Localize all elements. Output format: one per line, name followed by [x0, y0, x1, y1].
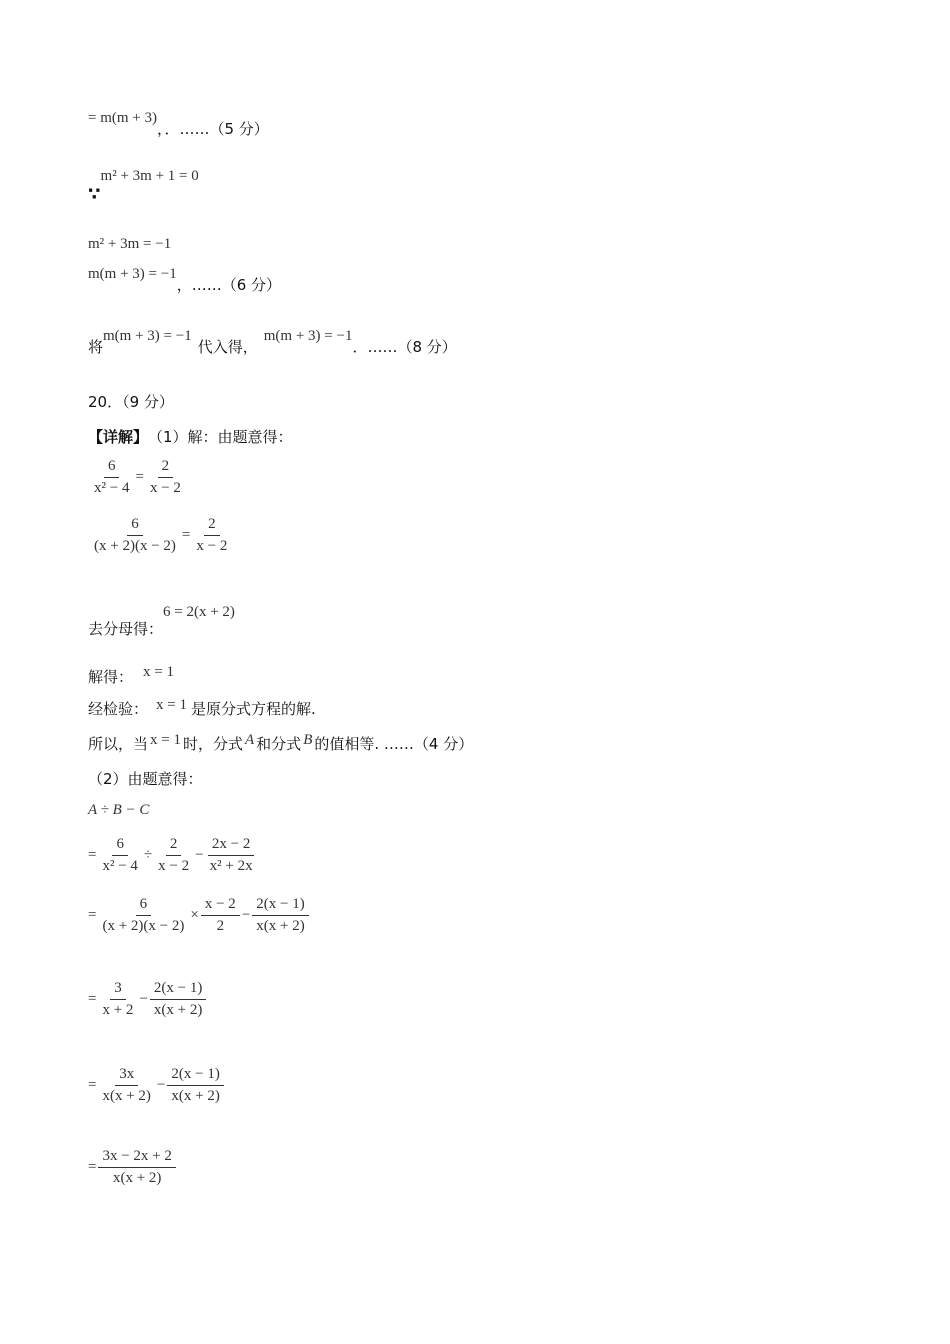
- step-5: [88, 1148, 178, 1187]
- conclusion-line: 所以，当 x = 1 时，分式 A 和分式 B 的值相等. ……（4 分）: [88, 732, 474, 753]
- math-expr: m(m + 3) = −1: [263, 328, 353, 344]
- equals-sign: =: [88, 1077, 97, 1093]
- math-expr: x = 1: [150, 732, 181, 748]
- line-m-m3-eq: [88, 266, 282, 295]
- operator: −: [195, 847, 204, 863]
- math-expr: = m(m + 3): [88, 110, 157, 126]
- math-expr: m(m + 3) = −1: [103, 328, 192, 344]
- fraction: $\frac{3x - 2x + 2}{x(x + 2)}$: [98, 1148, 175, 1187]
- operator: ÷: [143, 847, 153, 863]
- fraction: $\frac{3x}{x(x + 2)}$: [102, 1066, 151, 1104]
- math-expr: m(m + 3) = −1: [88, 266, 177, 282]
- step-3: [88, 980, 208, 1019]
- equals-sign: =: [88, 1159, 97, 1175]
- equals-sign: =: [88, 991, 97, 1007]
- score-text: ，．……（5 分）: [157, 120, 269, 138]
- step-1: [88, 836, 259, 875]
- solve-line: 解得： x = 1: [88, 664, 174, 686]
- equals-sign: =: [181, 527, 191, 543]
- equation-2: [88, 516, 233, 555]
- step-4: [88, 1066, 226, 1105]
- fraction: $\frac{x - 2}{2}$: [201, 896, 240, 935]
- line-m-m-plus-3: [88, 110, 269, 139]
- score-text: ，……（6 分）: [176, 276, 282, 294]
- line-substitute: [88, 328, 457, 357]
- fraction: $\frac{2}{x - 2}$: [196, 516, 228, 554]
- part2-intro: （2）由题意得：: [88, 770, 203, 788]
- equals-sign: =: [135, 469, 144, 485]
- step-2: [88, 896, 311, 935]
- clear-denominator-line: 去分母得： 6 = 2(x + 2): [88, 604, 235, 638]
- operator: −: [139, 991, 148, 1007]
- fraction: $\frac{6}{\text{x² − 4}}$: [102, 836, 138, 874]
- fraction: $\frac{3}{x + 2}$: [102, 980, 134, 1018]
- fraction: $\frac{2(x - 1)}{x(x + 2)}$: [252, 896, 308, 935]
- line-because: [88, 168, 199, 205]
- math-expr: m² + 3m + 1 = 0: [100, 168, 199, 184]
- variable-a: A: [245, 732, 255, 748]
- fraction: $\frac{2x - 2}{\text{x² + 2x}}$: [209, 836, 253, 874]
- operator: ×: [190, 907, 199, 923]
- line-m2-3m: [88, 236, 171, 253]
- mid-text: 代入得，: [197, 338, 258, 356]
- equals-sign: =: [88, 847, 97, 863]
- fraction: $\frac{2(x - 1)}{x(x + 2)}$: [167, 1066, 223, 1105]
- part1-intro: （1）解：由题意得：: [148, 428, 293, 446]
- fraction: $\frac{6}{\text{x² − 4}}$: [94, 458, 130, 496]
- variable-b: B: [303, 732, 313, 748]
- math-expr: x = 1: [156, 697, 187, 713]
- prefix-text: 将: [88, 338, 104, 356]
- question-20-header: 20．（9 分）: [88, 393, 174, 411]
- fraction: $\frac{2(x - 1)}{x(x + 2)}$: [150, 980, 206, 1019]
- fraction: $\frac{6}{(x + 2)(x - 2)}$: [94, 516, 176, 554]
- equals-sign: =: [88, 907, 97, 923]
- check-line: 经检验： x = 1 是原分式方程的解.: [88, 697, 316, 718]
- expression-a-div-b-minus-c: A ÷ B − C: [88, 802, 150, 818]
- operator: −: [241, 907, 251, 923]
- detail-label: 【详解】: [88, 428, 149, 446]
- score-text: ．……（8 分）: [352, 338, 457, 356]
- math-expr: x = 1: [143, 664, 174, 680]
- fraction: $\frac{6}{(x + 2)(x - 2)}$: [102, 896, 185, 934]
- detail-line: [88, 426, 293, 447]
- math-expr: m² + 3m = −1: [88, 236, 172, 252]
- because-symbol: ∵: [88, 184, 101, 205]
- operator: −: [156, 1077, 166, 1093]
- fraction: $\frac{2}{x - 2}$: [158, 836, 190, 874]
- equation-1: [88, 458, 187, 497]
- math-expr: 6 = 2(x + 2): [163, 604, 235, 620]
- fraction: $\frac{2}{x - 2}$: [149, 458, 181, 496]
